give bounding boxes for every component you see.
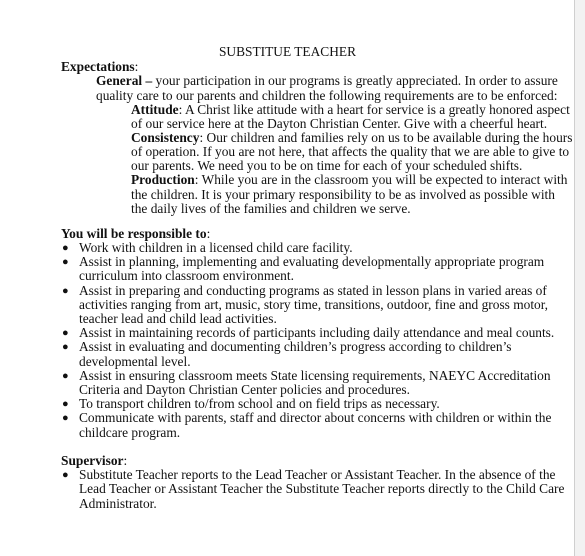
general-line-2: quality care to our parents and children the following requirements are to be enforced:: [96, 88, 558, 103]
attitude-label: Attitude: [131, 102, 179, 117]
bullet-icon: ●: [62, 412, 69, 424]
list-item: Communicate with parents, staff and director about concerns with children or within the: [79, 410, 552, 425]
bullet-icon: ●: [62, 256, 69, 268]
list-item: Assist in evaluating and documenting children’s progress according to children’s: [79, 339, 512, 354]
bullet-icon: ●: [62, 341, 69, 353]
general-text-1: your participation in our programs is greatly appreciated. In order to assure: [152, 73, 558, 88]
production-label: Production: [131, 172, 195, 187]
bullet-icon: ●: [62, 285, 69, 297]
list-item-continuation: Administrator.: [79, 496, 157, 511]
production-line-2: the children. It is your primary responsibility to be as involved as possible with: [131, 187, 555, 202]
production-line-3: the daily lives of the families and children we serve.: [131, 201, 411, 216]
attitude-line-2: of our service here at the Dayton Christian Center. Give with a cheerful heart.: [131, 116, 548, 131]
list-item: To transport children to/from school and on field trips as necessary.: [79, 396, 440, 411]
bullet-icon: ●: [62, 469, 69, 481]
list-item: Assist in maintaining records of participants including daily attendance and meal counts.: [79, 325, 555, 340]
expectations-heading-label: Expectations: [61, 59, 135, 74]
attitude-text-1: : A Christ like attitude with a heart for service is a greatly honored aspect: [178, 102, 570, 117]
bullet-icon: ●: [62, 242, 69, 254]
bullet-icon: ●: [62, 370, 69, 382]
list-item-continuation: Lead Teacher or Assistant Teacher the Substitute Teacher reports directly to the Child Care: [79, 481, 565, 496]
general-label: General –: [96, 73, 153, 88]
list-item: Assist in preparing and conducting programs as stated in lesson plans in varied areas of: [79, 283, 547, 298]
list-item-continuation: childcare program.: [79, 425, 181, 440]
consistency-text-1: : Our children and families rely on us to be available during the hours: [199, 130, 573, 145]
list-item: Substitute Teacher reports to the Lead Teacher or Assistant Teacher. In the absence of the: [79, 467, 556, 482]
list-item-continuation: teacher lead and child lead activities.: [79, 311, 277, 326]
list-item: Work with children in a licensed child care facility.: [79, 240, 353, 255]
supervisor-heading-label: Supervisor: [61, 453, 124, 468]
list-item: Assist in ensuring classroom meets State licensing requirements, NAEYC Accreditation: [79, 368, 551, 383]
list-item-continuation: activities ranging from art, music, story time, transitions, outdoor, fine and gross motor,: [79, 297, 549, 312]
supervisor-heading-colon: :: [123, 453, 128, 468]
consistency-line-3: our parents. We need you to be on time for each of your scheduled shifts.: [131, 158, 523, 173]
production-line-1: [131, 172, 567, 188]
list-item: Assist in planning, implementing and evaluating developmentally appropriate program: [79, 254, 545, 269]
responsibilities-heading-colon: :: [206, 226, 211, 241]
expectations-heading-colon: :: [134, 59, 139, 74]
document-title: SUBSTITUE TEACHER: [218, 44, 356, 59]
consistency-label: Consistency: [131, 130, 200, 145]
list-item-continuation: curriculum into classroom environment.: [79, 268, 294, 283]
production-text-1: : While you are in the classroom you will be expected to interact with: [194, 172, 568, 187]
bullet-icon: ●: [62, 327, 69, 339]
responsibilities-heading-label: You will be responsible to: [61, 226, 207, 241]
consistency-line-2: of operation. If you are not here, that affects the quality that we are able to give to: [131, 144, 570, 159]
list-item-continuation: developmental level.: [79, 354, 191, 369]
list-item-continuation: Criteria and Dayton Christian Center policies and procedures.: [79, 382, 410, 397]
general-line-1: [96, 73, 558, 89]
bullet-icon: ●: [62, 398, 69, 410]
